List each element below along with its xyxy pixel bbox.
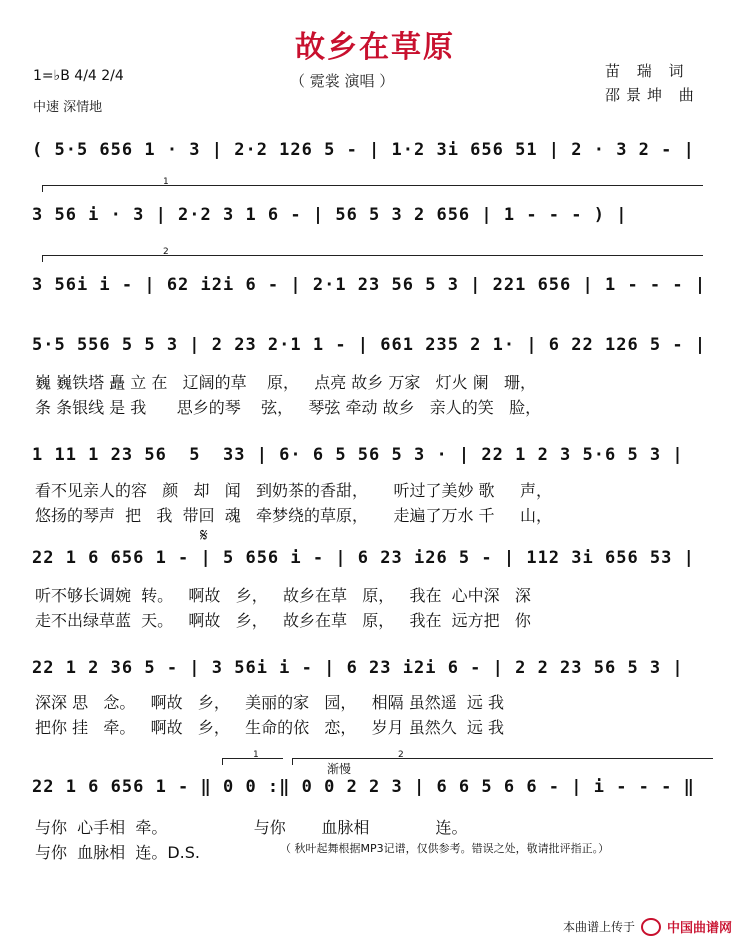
notation-line-8: 22 1 6 656 1 - ‖ 0 0 :‖ 0 0 2 2 3 | 6 6 5 6 6 - | i - - - ‖ (32, 777, 695, 797)
site-footer (563, 917, 732, 936)
site-logo-icon (641, 918, 661, 936)
song-title: 故乡在草原 (295, 30, 455, 65)
slowdown-marking: 渐慢 (327, 762, 352, 776)
notation-line-1: ( 5·5 656 1 · 3 | 2·2 126 5 - | 1·2 3i 656 51 | 2 · 3 2 - | (32, 140, 695, 160)
lyric-line-8: 把你 挂 牵。 啊故 乡， 生命的依 恋， 岁月 虽然久 远 我 (35, 718, 504, 737)
volta-bracket-3: 1 (222, 758, 283, 765)
composer-credit: 邵景坤 曲 (605, 86, 700, 104)
tempo-marking: 中速 深情地 (33, 100, 103, 115)
singer-line: （ 霓裳 演唱 ） (290, 72, 395, 90)
lyric-line-3: 看不见亲人的容 颜 却 闻 到奶茶的香甜， 听过了美妙 歌 声， (35, 481, 552, 500)
notation-line-5: 1 11 1 23 56 5 33 | 6· 6 5 56 5 3 · | 22 1 2 3 5·6 5 3 | (32, 445, 684, 465)
lyricist-credit: 苗 瑞 词 (605, 62, 690, 80)
lyric-line-4: 悠扬的琴声 把 我 带回 魂 牵梦绕的草原， 走遍了万水 千 山， (35, 506, 552, 525)
segno-sign: 𝄋 (200, 525, 208, 546)
volta-bracket-4: 2 (292, 758, 713, 765)
upload-label: 本曲谱上传于 (562, 920, 635, 934)
key-signature: 1=♭B 4/4 2/4 (33, 68, 124, 84)
transcriber-note: （ 秋叶起舞根据MP3记谱，仅供参考。错误之处，敬请批评指正。） (280, 842, 610, 855)
notation-line-7: 22 1 2 36 5 - | 3 56i i - | 6 23 i2i 6 - | 2 2 23 56 5 3 | (32, 658, 684, 678)
lyric-line-9: 与你 心手相 牵。 与你 血脉相 连。 (35, 818, 468, 837)
lyric-line-1: 巍 巍铁塔 矗 立 在 辽阔的草 原， 点亮 故乡 万家 灯火 阑 珊， (35, 373, 536, 392)
notation-line-2: 3 56 i · 3 | 2·2 3 1 6 - | 56 5 3 2 656 | 1 - - - ) | (32, 205, 628, 225)
lyric-line-7: 深深 思 念。 啊故 乡， 美丽的家 园， 相隔 虽然遥 远 我 (35, 693, 504, 712)
notation-line-6: 22 1 6 656 1 - | 5 656 i - | 6 23 i26 5 - | 112 3i 656 53 | (32, 548, 695, 568)
volta-bracket-2: 2 (42, 255, 703, 262)
lyric-line-2: 条 条银线 是 我 思乡的琴 弦， 琴弦 牵动 故乡 亲人的笑 脸， (35, 398, 542, 417)
site-logo-text[interactable]: 中国曲谱网 (666, 921, 732, 936)
volta-bracket-1: 1 (42, 185, 703, 192)
notation-line-3: 3 56i i - | 62 i2i 6 - | 2·1 23 56 5 3 | 221 656 | 1 - - - | (32, 275, 707, 295)
lyric-line-5: 听不够长调婉 转。 啊故 乡， 故乡在草 原， 我在 心中深 深 (35, 586, 531, 605)
notation-line-4: 5·5 556 5 5 3 | 2 23 2·1 1 - | 661 235 2 1· | 6 22 126 5 - | (32, 335, 707, 355)
lyric-line-10: 与你 血脉相 连。D.S. (35, 843, 200, 862)
lyric-line-6: 走不出绿草蓝 天。 啊故 乡， 故乡在草 原， 我在 远方把 你 (35, 611, 531, 630)
